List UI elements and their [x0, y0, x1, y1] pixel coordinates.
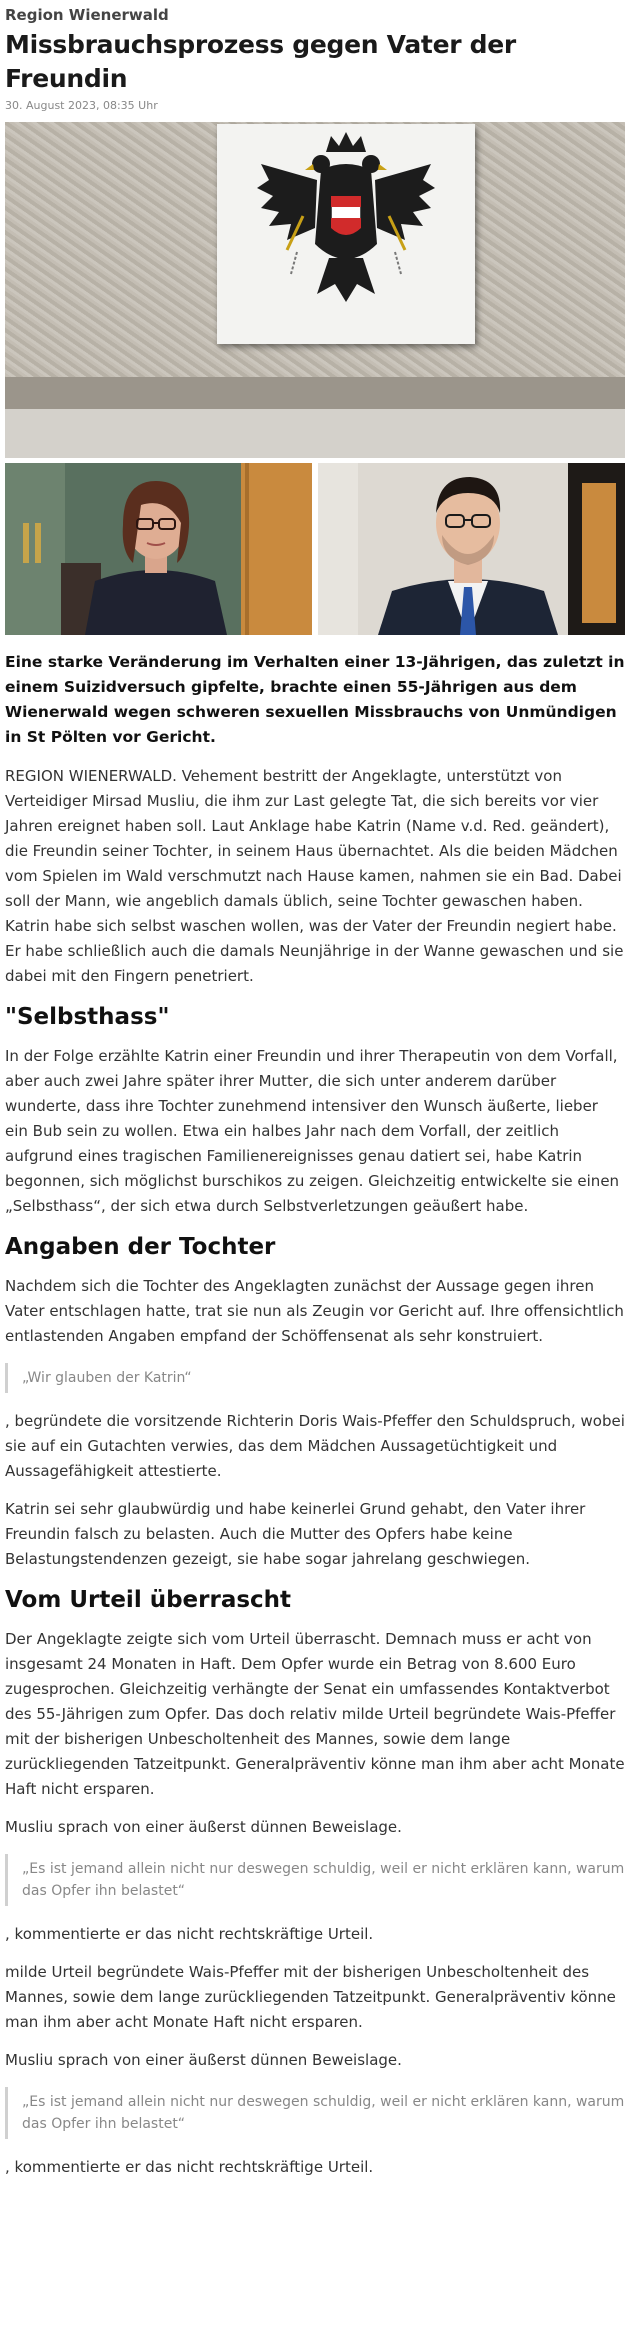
- article-title: Missbrauchsprozess gegen Vater der Freundin: [5, 30, 516, 93]
- section-heading-urteil: Vom Urteil überrascht: [5, 1587, 292, 1613]
- section-heading-angaben: Angaben der Tochter: [5, 1234, 276, 1260]
- section-heading-selbsthass: "Selbsthass": [5, 1004, 170, 1030]
- quote: „Es ist jemand allein nicht nur deswegen schuldig, weil er nicht erklären kann, warum das Opfer ihn belastet“: [5, 1854, 625, 1906]
- hero-image: [5, 122, 625, 458]
- region-label[interactable]: Region Wienerwald: [5, 6, 169, 24]
- article: [0, 4, 630, 2180]
- paragraph: Musliu sprach von einer äußerst dünnen Beweislage.: [5, 2051, 402, 2069]
- judge-portrait-icon: [5, 463, 312, 635]
- paragraph: , begründete die vorsitzende Richterin Doris Wais-Pfeffer den Schuldspruch, wobei sie auf ein Gutachten verwies, das dem Mädchen Aussagetüchtigkeit und Aussagefähigkeit attestierte.: [5, 1412, 625, 1480]
- paragraph: Katrin sei sehr glaubwürdig und habe keinerlei Grund gehabt, den Vater ihrer Freundin falsch zu belasten. Auch die Mutter des Opfers habe keine Belastungstendenzen gezeigt, sie habe sogar jahrelang geschwiegen.: [5, 1500, 586, 1568]
- lawyer-portrait-image: [318, 463, 625, 635]
- paragraph: In der Folge erzählte Katrin einer Freundin und ihrer Therapeutin von dem Vorfall, aber auch zwei Jahre später ihrer Mutter, die sich unter anderem darüber wunderte, dass ihre Tochter zunehmend intensiver den Wunsch äußerte, lieber ein Bub sein zu wollen. Etwa ein halbes Jahr nach dem Vorfall, der zeitlich aufgrund eines tragischen Familienereignisses genau datiert sei, habe Katrin begonnen, sich möglichst burschikos zu zeigen. Gleichzeitig entwickelte sie einen „Selbsthass“, der sich etwa durch Selbstverletzungen geäußert habe.: [5, 1047, 620, 1215]
- paragraph: milde Urteil begründete Wais-Pfeffer mit der bisherigen Unbescholtenheit des Mannes, sowie dem lange zurückliegenden Tatzeitpunkt. Generalpräventiv könne man ihm aber acht Monate Haft nicht ersparen.: [5, 1963, 616, 2031]
- quote: „Wir glauben der Katrin“: [5, 1363, 625, 1393]
- judge-portrait-image: [5, 463, 312, 635]
- eagle-icon: [217, 124, 475, 344]
- coat-of-arms-plaque: [217, 124, 475, 344]
- lawyer-portrait-icon: [318, 463, 625, 635]
- article-lead: Eine starke Veränderung im Verhalten einer 13-Jährigen, das zuletzt in einem Suizidversuch gipfelte, brachte einen 55-Jährigen aus dem Wienerwald wegen schweren sexuellen Missbrauchs von Unmündigen in St Pölten vor Gericht.: [5, 653, 625, 746]
- publish-date: 30. August 2023, 08:35 Uhr: [5, 99, 158, 112]
- paragraph: Musliu sprach von einer äußerst dünnen Beweislage.: [5, 1818, 402, 1836]
- wall-ledge: [5, 377, 625, 409]
- quote: „Es ist jemand allein nicht nur deswegen schuldig, weil er nicht erklären kann, warum das Opfer ihn belastet“: [5, 2087, 625, 2139]
- paragraph: , kommentierte er das nicht rechtskräftige Urteil.: [5, 1925, 374, 1943]
- paragraph: Nachdem sich die Tochter des Angeklagten zunächst der Aussage gegen ihren Vater entschlagen hatte, trat sie nun als Zeugin vor Gericht auf. Ihre offensichtlich entlastenden Angaben empfand der Schöffensenat als sehr konstruiert.: [5, 1277, 624, 1345]
- wall-base: [5, 409, 625, 458]
- paragraph: Der Angeklagte zeigte sich vom Urteil überrascht. Demnach muss er acht von insgesamt 24 Monaten in Haft. Dem Opfer wurde ein Betrag von 8.600 Euro zugesprochen. Gleichzeitig verhängte der Senat ein umfassendes Kontaktverbot des 55-Jährigen zum Opfer. Das doch relativ milde Urteil begründete Wais-Pfeffer mit der bisherigen Unbescholtenheit des Mannes, sowie dem lange zurückliegenden Tatzeitpunkt. Generalpräventiv könne man ihm aber acht Monate Haft nicht ersparen.: [5, 1630, 625, 1798]
- portrait-row: [5, 463, 625, 635]
- paragraph: , kommentierte er das nicht rechtskräftige Urteil.: [5, 2158, 374, 2176]
- paragraph: REGION WIENERWALD. Vehement bestritt der Angeklagte, unterstützt von Verteidiger Mirsad Musliu, die ihm zur Last gelegte Tat, die sich bereits vor vier Jahren ereignet haben soll. Laut Anklage habe Katrin (Name v.d. Red. geändert), die Freundin seiner Tochter, in seinem Haus übernachtet. Als die beiden Mädchen vom Spielen im Wald verschmutzt nach Hause kamen, nahmen sie ein Bad. Dabei soll der Mann, wie angeblich damals üblich, seine Tochter gewaschen haben. Katrin habe sich selbst waschen wollen, was der Vater der Freundin negiert habe. Er habe schließlich auch die damals Neunjährige in der Wanne gewaschen und sie dabei mit den Fingern penetriert.: [5, 767, 624, 985]
